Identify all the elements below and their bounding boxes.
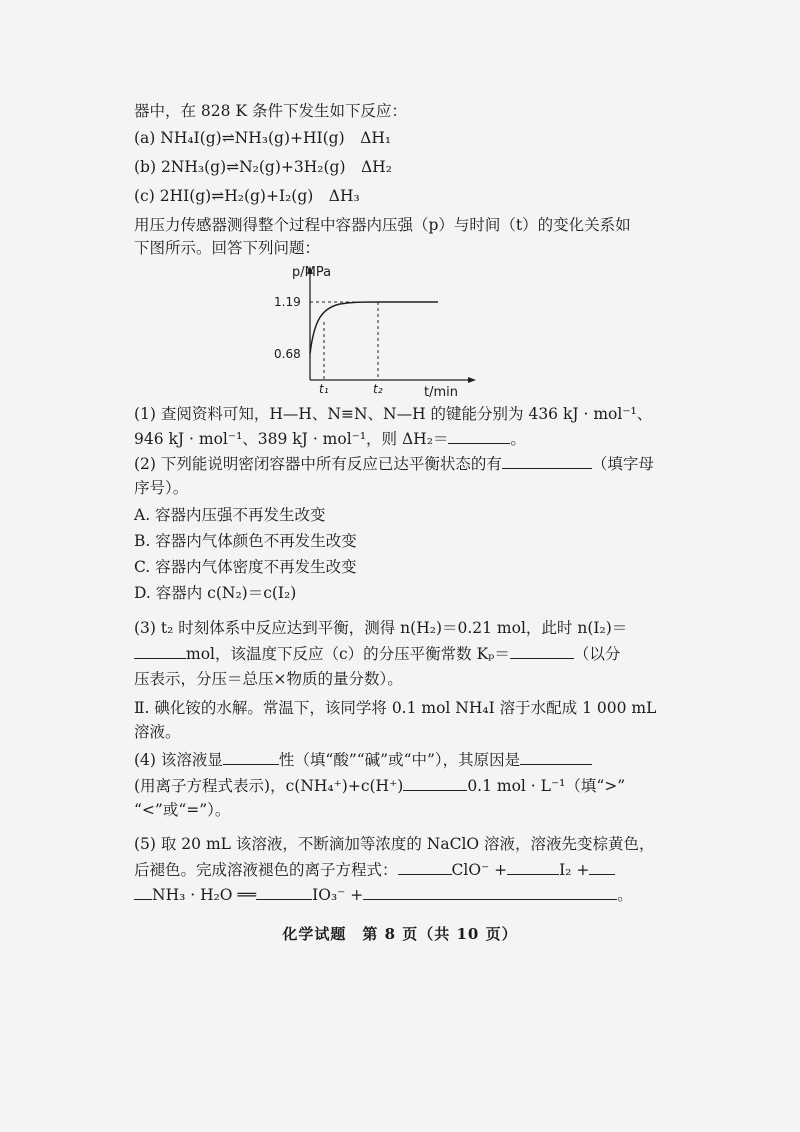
q5-io3: IO₃⁻ + [312,886,364,904]
option-a: A. 容器内压强不再发生改变 [134,506,326,524]
q2-text: (2) 下列能说明密闭容器中所有反应已达平衡状态的有 [134,455,502,473]
q4-line-3: “<”或“=”）。 [134,801,231,819]
description-line-2: 下图所示。回答下列问题： [134,239,321,257]
q4-acidity-blank[interactable] [223,750,279,765]
q2-answer-blank[interactable] [502,454,592,469]
description-line: 用压力传感器测得整个过程中容器内压强（p）与时间（t）的变化关系如 [134,216,631,234]
q1-text: 946 kJ · mol⁻¹、389 kJ · mol⁻¹，则 ΔH₂＝ [134,430,449,448]
q3-hint: （以分 [573,645,621,663]
y-tick-0-68: 0.68 [274,347,301,361]
q4-text: (4) 该溶液显 [134,751,223,769]
option-d: D. 容器内 c(N₂)＝c(I₂) [134,584,297,602]
q5-line-1: (5) 取 20 mL 该溶液，不断滴加等浓度的 NaClO 溶液，溶液先变棕黄色， [134,835,655,853]
section-2-line-2: 溶液。 [134,723,181,741]
q5-clo-coef-blank[interactable] [398,860,452,875]
reaction-c: (c) 2HI(g)⇌H₂(g)+I₂(g) ΔH₃ [134,187,360,205]
q4-text-4: 0.1 mol · L⁻¹（填“>” [467,777,626,795]
q5-clo: ClO⁻ + [451,861,508,879]
x-axis-arrow [468,377,476,383]
q1-answer-blank[interactable] [448,429,510,444]
intro-line: 器中，在 828 K 条件下发生如下反应： [134,102,407,120]
q5-line-2 [134,860,615,880]
q5-i2: I₂ + [559,861,590,879]
q4-reason-blank[interactable] [520,750,592,765]
x-tick-t2: t₂ [373,382,383,396]
q5-nh3: NH₃ · H₂O ══ [152,886,257,904]
q3-kp-blank[interactable] [510,644,574,659]
x-axis-label: t/min [424,385,458,398]
section-2-line-1: Ⅱ. 碘化铵的水解。常温下，该同学将 0.1 mol NH₄I 溶于水配成 1 000 mL [134,699,657,717]
page-footer: 化学试题 第 8 页（共 10 页） [282,925,518,943]
option-b: B. 容器内气体颜色不再发生改变 [134,532,357,550]
q1-line-2 [134,429,526,449]
q5-products-blank[interactable] [363,885,617,900]
q3-line-1: (3) t₂ 时刻体系中反应达到平衡，测得 n(H₂)＝0.21 mol，此时 n(I₂)＝ [134,619,628,637]
q5-nh3-coef-blank-a[interactable] [589,860,615,875]
q2-line-2: 序号）。 [134,479,189,497]
q5-io3-coef-blank[interactable] [256,885,312,900]
x-tick-t1: t₁ [319,382,329,396]
q5-nh3-coef-blank-b[interactable] [134,885,152,900]
q2-hint: （填字母 [591,455,654,473]
q3-line-3: 压表示，分压＝总压×物质的量分数）。 [134,670,403,688]
reaction-b: (b) 2NH₃(g)⇌N₂(g)+3H₂(g) ΔH₂ [134,158,392,176]
q3-line-2 [134,644,620,664]
q4-text-3: (用离子方程式表示)，c(NH₄⁺)+c(H⁺) [134,777,404,795]
q5-end: 。 [617,886,633,904]
option-c: C. 容器内气体密度不再发生改变 [134,558,357,576]
q4-compare-blank[interactable] [403,776,467,791]
q1-end: 。 [510,430,526,448]
q3-ni2-blank[interactable] [134,644,186,659]
q4-line-2 [134,776,625,796]
series-line [310,302,438,354]
q4-line-1 [134,750,592,770]
q5-line-3 [134,885,633,905]
reaction-a: (a) NH₄I(g)⇌NH₃(g)+HI(g) ΔH₁ [134,129,392,147]
q1-line-1: (1) 查阅资料可知，H—H、N≡N、N—H 的键能分别为 436 kJ · mol⁻¹、 [134,405,653,423]
q5-text: 后褪色。完成溶液褪色的离子方程式： [134,861,398,879]
q4-text-2: 性（填“酸”“碱”或“中”），其原因是 [278,751,521,769]
y-axis-label: p/MPa [292,265,332,280]
y-tick-1-19: 1.19 [274,295,301,309]
q2-line-1 [134,454,654,474]
q5-i2-coef-blank[interactable] [507,860,559,875]
q3-text: mol，该温度下反应（c）的分压平衡常数 Kₚ＝ [186,645,510,663]
pressure-time-chart [270,262,510,398]
